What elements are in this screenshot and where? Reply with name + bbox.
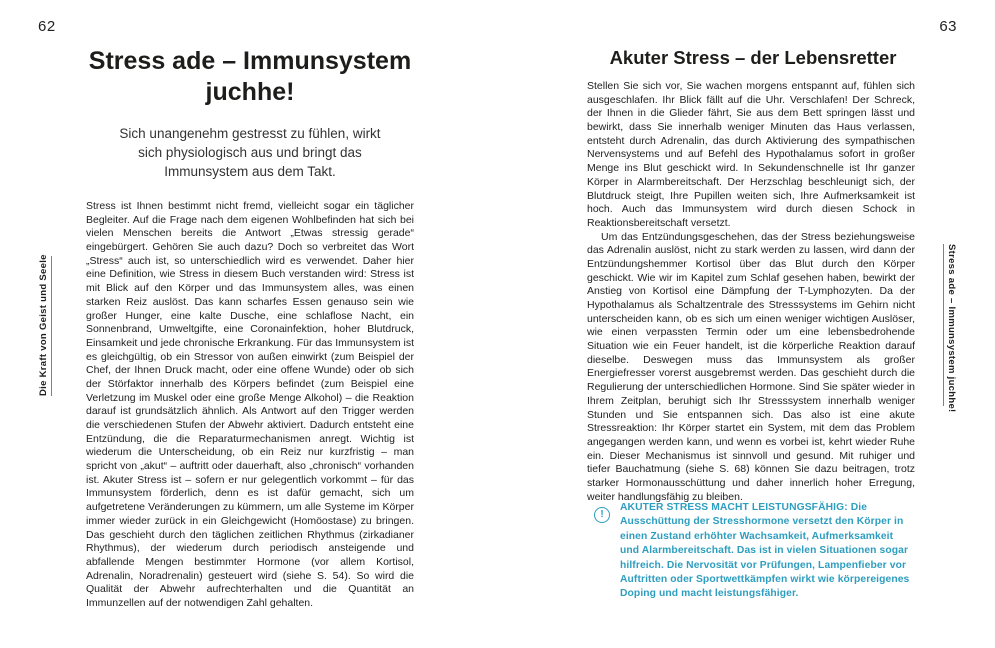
callout-body: Die Ausschüttung der Stresshormone versetzt den Körper in einen Zustand erhöhter Wachsamkeit, Aufmerksamkeit und Alarmbereitschaft. Das ist in vielen Situationen sogar hilfreich. Die Nervosität vor Prüfungen, Lampenfieber vor Auftritten oder Sportwettkämpfen wirkt wie körpereigenes Doping und macht leistungsfähiger.: [620, 502, 910, 600]
info-callout: [594, 501, 912, 602]
callout-heading: AKUTER STRESS MACHT LEISTUNGSFÄHIG:: [620, 502, 848, 513]
body-text-left: Stress ist Ihnen bestimmt nicht fremd, vielleicht sogar ein täglicher Begleiter. Auf die Frage nach dem eigenen Wohlbefinden hat sich bei vielen Menschen bereits die Antwort „Etwas stressig gerade“ eingebürgert. Gehören Sie auch dazu? Doch so verbreitet das Wort „Stress“ auch ist, so unterschiedlich wird es verwendet. Daher hier eine Definition, wie Stress in diesem Buch verstanden wird: Stress ist mit Blick auf den Körper und das Immunsystem alles, was einen starken Reiz auslöst. Das kann scharfes Essen genauso sein wie großer Hunger, eine kalte Dusche, eine schlaflose Nacht, ein Sonnenbrand, Umweltgifte, eine Coronainfektion, hoher Blutdruck, Einsamkeit und jede chronische Erkrankung. Für das Immunsystem ist es gleichgültig, ob ein Stressor von außen einwirkt (zum Beispiel der Chef, der Ihnen Druck macht, oder eine offene Wunde) oder ob sich der Störfaktor innerhalb des Körpers befindet (zum Beispiel eine Verletzung im Muskel oder eine große Menge Alkohol) – die Reaktion darauf ist grundsätzlich ähnlich. Als Antwort auf den Trigger werden die verschiedenen Stufen der Abwehr aktiviert. Dadurch entsteht eine Entzündung, die die Reparaturmechanismen anregt. Wichtig ist wiederum die Unterscheidung, ob ein Reiz nur kurzfristig – man spricht von „akut“ – auftritt oder dauerhaft, also „chronisch“ vorhanden ist. Akuter Stress ist – sofern er nur gelegentlich vorkommt – für das Immunsystem förderlich, denn es ist dafür gemacht, sich um aufgetretene Veränderungen zu kümmern, um alle Systeme im Körper immer wieder zurück in ein Gleichgewicht (Homöostase) zu bringen. Das geschieht durch den täglichen zeitlichen Rhythmus (zirkadianer Rhythmus), der wiederum durch periodisch ansteigende und abfallende Mengen bestimmter Hormone (vor allem Kortisol, Adrenalin, Noradrenalin) gesteuert wird (siehe S. 54). So wird die Qualität der Abwehr aufrechterhalten und die Quantität an Immunzellen auf der notwendigen Zahl gehalten.: [86, 200, 414, 609]
side-label-right: Stress ade – Immunsystem juchhe!: [943, 244, 957, 406]
side-label-left: Die Kraft von Geist und Seele: [38, 256, 52, 396]
paragraph: Um das Entzündungsgeschehen, das der Stress beziehungsweise das Adrenalin auslöst, nicht zu stark werden zu lassen, wird dann der Entzündungshemmer Kortisol über das Blut durch den Körper geschickt. Wie wir im Kapitel zum Schlaf gesehen haben, bewirkt der Anstieg von Kortisol eine Dämpfung der T-Lymphozyten. Da der Hypothalamus als Schaltzentrale des Stresssystems im Gehirn nicht unterscheiden kann, ob es sich um einen weniger wichtigen Auslöser, wie einen verpassten Termin oder um eine lebensbedrohende Situation wie ein Feuer handelt, ist die körperliche Reaktion darauf dieselbe. Deswegen muss das Immunsystem als großer Energiefresser vorerst ausgebremst werden. Das geschieht durch die Regulierung der unterschiedlichen Hormone. Sind Sie später wieder in Ihrem Zeitplan, beruhigt sich Ihr Stresssystem innerhalb weniger Stunden und Sie entspannen sich. Das also ist eine akute Stressreaktion: Ihr Körper startet ein System, mit dem das Problem angegangen werden kann, und wenn es vorbei ist, kehrt wieder Ruhe ein. Dieser Mechanismus ist sinnvoll und gesund. Mit ruhiger und tiefer Bauchatmung (siehe S. 68) können Sie dazu beitragen, trotz starker Hormonausschüttung und daher innerlich hoher Erregung, weiter handlungsfähig zu bleiben.: [587, 230, 915, 503]
page-number-right: 63: [939, 18, 957, 35]
callout-text: [620, 501, 912, 602]
page-title: Stress ade – Immunsystem juchhe!: [88, 47, 412, 106]
lead-paragraph: Sich unangenehm gestresst zu fühlen, wirkt sich physiologisch aus und bringt das Immunsystem aus dem Takt.: [119, 126, 381, 179]
page-number-left: 62: [38, 18, 56, 35]
section-title: Akuter Stress – der Lebensretter: [609, 47, 897, 68]
exclamation-circle-icon: !: [594, 507, 610, 523]
body-text-right: [587, 80, 915, 504]
paragraph: Stellen Sie sich vor, Sie wachen morgens entspannt auf, fühlen sich ausgeschlafen. Ihr Blick fällt auf die Uhr. Verschlafen! Der Schreck, der Ihnen in die Glieder fährt, Sie aus dem Bett springen lässt und bewirkt, dass Sie innerhalb weniger Minuten das Haus verlassen, entsteht durch Adrenalin, das durch Aktivierung des sympathischen Nervensystems und auf Befehl des Hypothalamus sofort in großer Menge ins Blut geschickt wird. In Sekundenschnelle ist Ihr ganzer Körper in Alarmbereitschaft. Der Herzschlag beschleunigt sich, der Blutdruck steigt, Ihre Pupillen weiten sich, Ihre Aufmerksamkeit ist hoch. Auch das Immunsystem wird durch diesen Schock in Reaktionsbereitschaft versetzt.: [587, 80, 915, 229]
